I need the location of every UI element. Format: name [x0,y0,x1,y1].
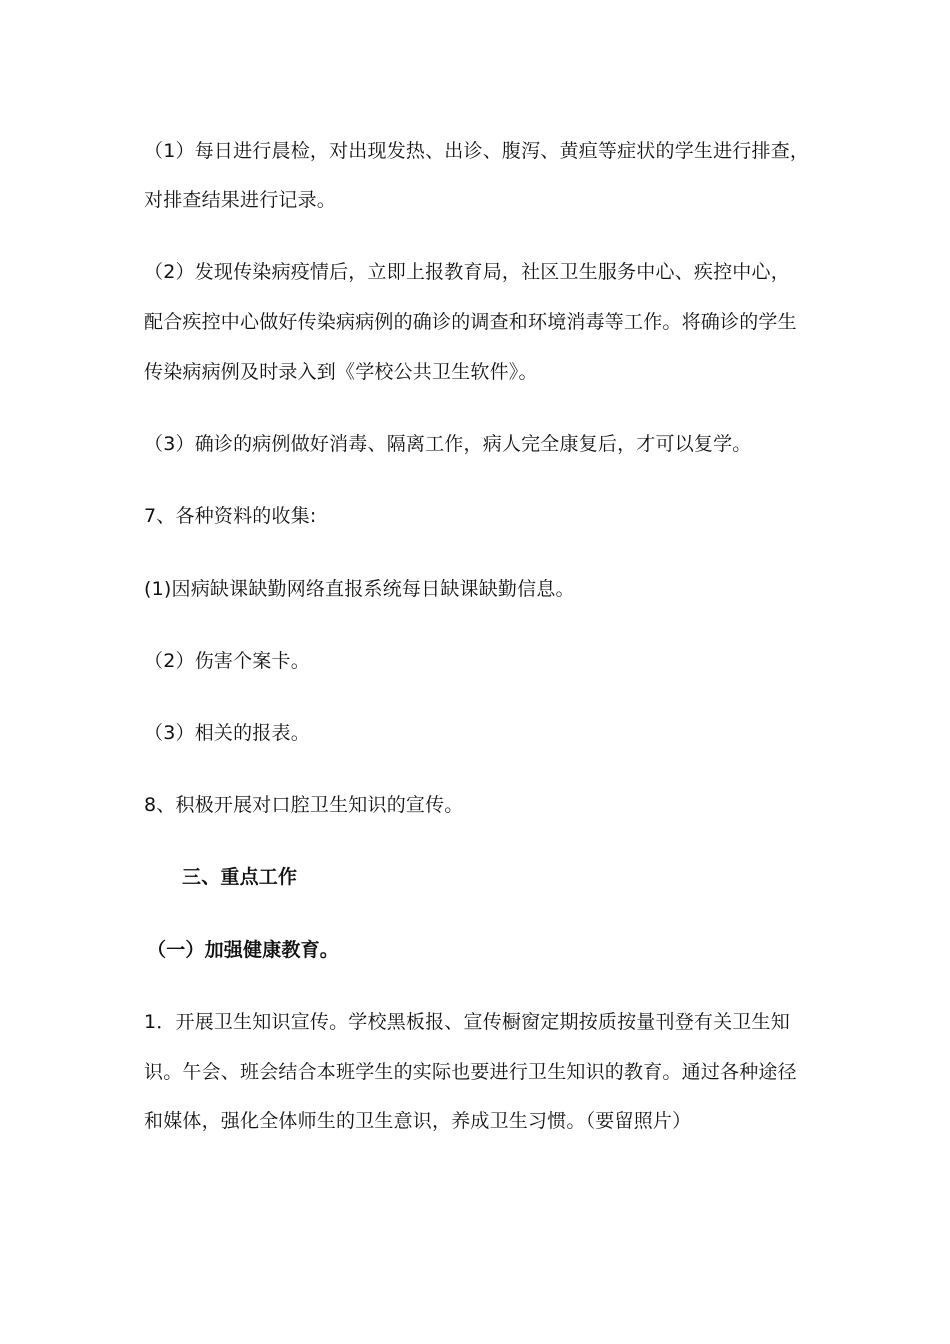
paragraph-line: 1．开展卫生知识宣传。学校黑板报、宣传橱窗定期按质按量刊登有关卫生知 [144,1011,790,1033]
paragraph-line: （1）每日进行晨检，对出现发热、出诊、腹泻、黄疸等症状的学生进行排查， [144,140,810,162]
paragraph-line: 识。午会、班会结合本班学生的实际也要进行卫生知识的教育。通过各种途径 [144,1061,797,1083]
list-item: (1)因病缺课缺勤网络直报系统每日缺课缺勤信息。 [144,578,575,600]
paragraph-line: （3）确诊的病例做好消毒、隔离工作，病人完全康复后，才可以复学。 [144,433,752,455]
list-heading: 8、积极开展对口腔卫生知识的宣传。 [144,794,464,816]
section-heading: 三、重点工作 [182,866,298,888]
paragraph-line: （2）发现传染病疫情后，立即上报教育局，社区卫生服务中心、疾控中心， [144,261,790,283]
list-item: （2）伤害个案卡。 [144,650,310,672]
paragraph-line: 对排查结果进行记录。 [144,189,337,211]
list-item: （3）相关的报表。 [144,722,310,744]
paragraph-line: 和媒体，强化全体师生的卫生意识，养成卫生习惯。（要留照片） [144,1110,692,1132]
paragraph-line: 配合疾控中心做好传染病病例的确诊的调查和环境消毒等工作。将确诊的学生 [144,311,797,333]
paragraph-line: 传染病病例及时录入到《学校公共卫生软件》。 [144,361,538,383]
list-heading: 7、各种资料的收集: [144,505,317,527]
subsection-heading: （一）加强健康教育。 [147,939,340,961]
